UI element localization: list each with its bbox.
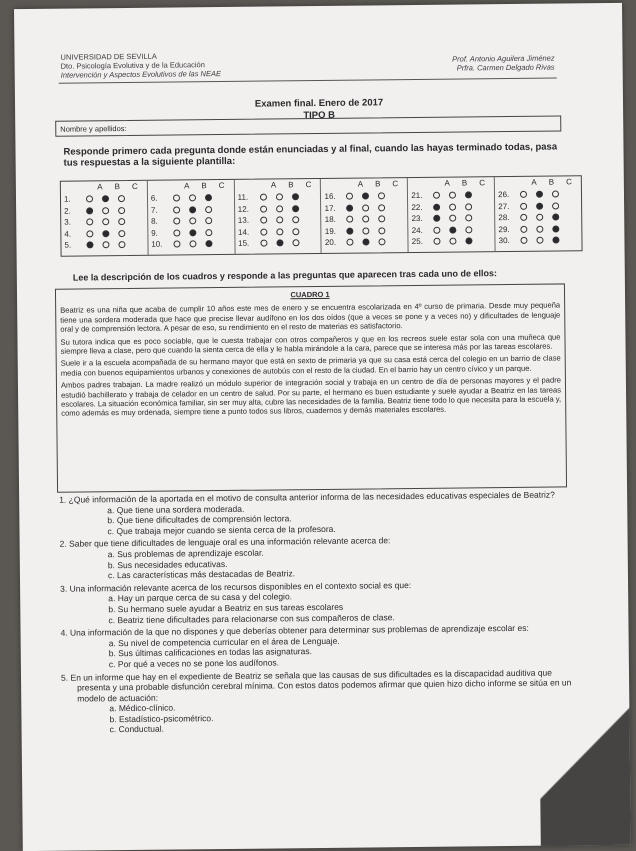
course-name: Intervención y Aspectos Evolutivos de las NEAE xyxy=(60,69,221,80)
answer-bubble[interactable] xyxy=(205,240,212,247)
name-label: Nombre y apellidos: xyxy=(60,124,127,134)
answer-number: 21. xyxy=(411,191,423,201)
answer-bubble[interactable] xyxy=(173,229,180,236)
question-stem: Saber que tiene dificultades de lenguaje oral es una información relevante acerca de: xyxy=(69,535,391,550)
answer-row xyxy=(498,211,578,223)
answer-bubble[interactable] xyxy=(434,238,441,245)
options-header xyxy=(498,177,578,189)
answer-number: 23. xyxy=(411,214,423,224)
answer-bubble[interactable] xyxy=(292,193,299,200)
option-letter: b. xyxy=(108,604,116,615)
answer-bubble[interactable] xyxy=(536,202,543,209)
question-number: 1. xyxy=(59,494,67,505)
question-number: 5. xyxy=(60,672,69,683)
option-letter: c. xyxy=(107,570,115,581)
answer-row xyxy=(64,216,144,228)
answer-bubble[interactable] xyxy=(536,225,543,232)
case-paragraph: Su tutora indica que es poco sociable, que le cuesta trabajar con otros compañeros y que en los recreos suele estar sola con una muñeca que siempre lleva a clase, pero que cuando la sienta cerca de ella y le habla mirándole a la cara, parece que se interesa más por las tareas escolares. xyxy=(60,332,561,356)
option-header-label: C xyxy=(392,179,399,189)
answer-row xyxy=(325,213,405,225)
answer-row xyxy=(151,192,231,204)
answer-bubble[interactable] xyxy=(536,191,543,198)
answer-bubble[interactable] xyxy=(520,214,527,221)
answer-bubble[interactable] xyxy=(553,237,560,244)
answer-bubble[interactable] xyxy=(466,215,473,222)
question-stem: ¿Qué información de la aportada en el motivo de consulta anterior informa de las necesidades educativas especiales de Beatriz? xyxy=(68,489,555,505)
question-2 xyxy=(60,534,576,582)
answer-row xyxy=(412,224,492,236)
answer-number: 16. xyxy=(324,192,336,202)
answer-bubble[interactable] xyxy=(292,216,299,223)
question-number: 3. xyxy=(60,583,68,594)
answer-bubble[interactable] xyxy=(363,227,370,234)
answer-bubble[interactable] xyxy=(189,229,196,236)
answer-number: 27. xyxy=(498,201,510,211)
option-text: Hay un parque cerca de su casa y del colegio. xyxy=(117,591,293,604)
option-letter: b. xyxy=(109,714,117,725)
option-letter: a. xyxy=(108,593,116,604)
answer-bubble[interactable] xyxy=(205,217,212,224)
answer-bubble[interactable] xyxy=(189,206,196,213)
option-header-label: C xyxy=(565,177,572,187)
answer-number: 2. xyxy=(64,206,71,216)
answer-bubble[interactable] xyxy=(292,228,299,235)
options-header xyxy=(237,180,317,192)
answer-bubble[interactable] xyxy=(466,238,473,245)
answer-number: 1. xyxy=(63,194,71,204)
option-text: Por qué a veces no se pone los audífonos. xyxy=(117,657,280,670)
question-stem: En un informe que hay en el expediente de Beatriz se señala que las causas de sus dificultades es la discapacidad auditiva que presenta y una probable disfunción cerebral mínima. Con estos datos podemos afirmar que quien hizo dicho informe se sitúa en un modelo de actuación: xyxy=(70,667,572,704)
answer-number: 3. xyxy=(64,217,71,227)
answer-bubble[interactable] xyxy=(118,207,125,214)
answer-row xyxy=(498,200,578,212)
answer-row xyxy=(64,193,144,205)
answer-row xyxy=(325,225,405,237)
option-letter: c. xyxy=(108,614,116,625)
option-text: Su nivel de competencia curricular en el área de Lenguaje. xyxy=(118,635,340,648)
option-text: Beatriz tiene dificultades para relacionarse con sus compañeros de clase. xyxy=(117,611,395,625)
answer-row xyxy=(238,191,318,203)
answer-bubble[interactable] xyxy=(433,203,440,210)
answer-bubble[interactable] xyxy=(449,192,456,199)
answer-bubble[interactable] xyxy=(434,215,441,222)
answer-bubble[interactable] xyxy=(379,204,386,211)
option-text: Las características más destacadas de Beatriz. xyxy=(116,568,296,581)
options-header xyxy=(64,182,144,194)
option-header-label: B xyxy=(461,178,468,188)
answer-bubble[interactable] xyxy=(205,229,212,236)
university-name: UNIVERSIDAD DE SEVILLA xyxy=(60,51,157,62)
answer-row xyxy=(238,203,318,215)
answer-row xyxy=(325,236,405,248)
answer-bubble[interactable] xyxy=(276,194,283,201)
answer-bubble[interactable] xyxy=(552,225,559,232)
answer-bubble[interactable] xyxy=(363,204,370,211)
answer-number: 24. xyxy=(411,225,423,235)
answer-bubble[interactable] xyxy=(102,230,109,237)
question-stem: Una información relevante acerca de los recursos disponibles en el contexto social es que: xyxy=(69,579,412,594)
answer-bubble[interactable] xyxy=(292,205,299,212)
answer-row xyxy=(238,237,318,249)
question-list xyxy=(59,489,578,737)
answer-bubble[interactable] xyxy=(86,196,93,203)
answer-bubble[interactable] xyxy=(205,194,212,201)
answer-bubble[interactable] xyxy=(205,206,212,213)
department-name: Dto. Psicología Evolutiva y de la Educación xyxy=(60,60,205,71)
answer-bubble[interactable] xyxy=(118,195,125,202)
option-letter: a. xyxy=(109,703,117,714)
answer-bubble[interactable] xyxy=(552,202,559,209)
question-stem: Una información de la que no dispones y que deberías obtener para determinar sus problemas de aprendizaje escolar es: xyxy=(69,622,529,638)
option-header-label: C xyxy=(131,181,138,191)
instructions: Responde primero cada pregunta donde están enunciadas y al final, cuando las hayas terminado todas, pasa tus respuestas a la siguiente plantilla: xyxy=(63,141,558,169)
answer-bubble[interactable] xyxy=(465,192,472,199)
answer-number: 30. xyxy=(498,236,510,246)
answer-row xyxy=(499,234,579,246)
professor-2: Prfra. Carmen Delgado Rivas xyxy=(456,62,555,73)
answer-bubble[interactable] xyxy=(536,214,543,221)
option-text: Sus últimas calificaciones en todas las asignaturas. xyxy=(118,646,312,659)
answer-row xyxy=(411,201,491,213)
answer-bubble[interactable] xyxy=(102,241,109,248)
option-text: Sus problemas de aprendizaje escolar. xyxy=(117,547,264,560)
option-letter: a. xyxy=(108,637,116,648)
answer-row xyxy=(64,204,144,216)
answer-row xyxy=(411,212,491,224)
question-3 xyxy=(60,578,576,626)
option-text: Estadístico-psicométrico. xyxy=(118,713,214,724)
answer-bubble[interactable] xyxy=(276,217,283,224)
answer-number: 12. xyxy=(237,204,249,214)
answer-bubble[interactable] xyxy=(465,203,472,210)
answer-bubble[interactable] xyxy=(173,241,180,248)
answer-column xyxy=(408,177,496,252)
option-header-label: A xyxy=(357,179,364,189)
answer-bubble[interactable] xyxy=(347,239,354,246)
option-header-label: A xyxy=(444,178,450,188)
answer-number: 8. xyxy=(151,216,158,227)
case-instruction: Lee la descripción de los cuadros y responde a las preguntas que aparecen tras cada uno de ellos: xyxy=(72,268,498,283)
answer-number: 22. xyxy=(411,202,423,212)
answer-number: 10. xyxy=(151,239,163,250)
answer-row xyxy=(64,239,144,251)
question-4 xyxy=(60,622,576,670)
answer-bubble[interactable] xyxy=(347,204,354,211)
answer-bubble[interactable] xyxy=(520,203,527,210)
answer-bubble[interactable] xyxy=(118,218,125,225)
case-paragraph: Beatriz es una niña que acaba de cumplir 10 años este mes de enero y se encuentra escolarizada en 4º curso de primaria. Desde muy pequeña tiene una sordera moderada que hace que precise llevar audífono en los dos oídos (que a veces se pone y a veces no) y dificultades de lenguaje oral y de comprensión lectora. A pesar de eso, su rendimiento en el resto de materias es satisfactorio. xyxy=(60,300,561,334)
answer-bubble[interactable] xyxy=(378,193,385,200)
answer-column xyxy=(234,179,322,254)
answer-bubble[interactable] xyxy=(102,218,109,225)
option-letter: c. xyxy=(108,659,116,670)
answer-row xyxy=(411,189,491,201)
answer-bubble[interactable] xyxy=(346,193,353,200)
answer-bubble[interactable] xyxy=(173,206,180,213)
answer-row xyxy=(412,235,492,247)
option-letter: b. xyxy=(107,559,115,570)
option-text: Médico-clínico. xyxy=(118,702,176,714)
answer-number: 26. xyxy=(498,190,510,200)
answer-number: 14. xyxy=(237,227,250,237)
question-5 xyxy=(61,667,578,736)
answer-row xyxy=(324,190,404,202)
answer-row xyxy=(498,188,578,200)
option-letter: c. xyxy=(109,724,117,735)
answer-bubble[interactable] xyxy=(260,194,267,201)
answer-row xyxy=(238,226,318,238)
answer-bubble[interactable] xyxy=(363,216,370,223)
answer-column xyxy=(321,178,409,253)
answer-bubble[interactable] xyxy=(521,237,528,244)
answer-bubble[interactable] xyxy=(189,218,196,225)
option-text: Que trabaja mejor cuando se sienta cerca de la profesora. xyxy=(116,523,336,536)
option-header-label: C xyxy=(479,178,486,188)
answer-bubble[interactable] xyxy=(363,239,370,246)
answer-bubble[interactable] xyxy=(552,214,559,221)
answer-bubble[interactable] xyxy=(347,216,354,223)
answer-bubble[interactable] xyxy=(260,217,267,224)
answer-bubble[interactable] xyxy=(102,207,109,214)
answer-bubble[interactable] xyxy=(189,241,196,248)
header-institution xyxy=(60,51,220,80)
question-1 xyxy=(59,489,575,537)
answer-row xyxy=(151,226,231,238)
option-letter: a. xyxy=(107,549,115,560)
answer-bubble[interactable] xyxy=(450,226,457,233)
exam-type: TIPO B xyxy=(303,109,336,122)
answer-bubble[interactable] xyxy=(173,218,180,225)
option-letter: b. xyxy=(108,648,116,659)
answer-number: 9. xyxy=(151,228,158,238)
answer-number: 19. xyxy=(324,226,337,236)
answer-bubble[interactable] xyxy=(118,230,125,237)
case-box xyxy=(55,283,567,492)
question-number: 2. xyxy=(59,539,67,550)
option-text: Su hermano suele ayudar a Beatriz en sus tareas escolares xyxy=(117,601,344,615)
option-header-label: A xyxy=(531,177,537,187)
answer-column xyxy=(495,176,582,251)
answer-bubble[interactable] xyxy=(379,227,386,234)
answer-bubble[interactable] xyxy=(466,226,473,233)
answer-bubble[interactable] xyxy=(520,226,527,233)
answer-bubble[interactable] xyxy=(537,237,544,244)
answer-bubble[interactable] xyxy=(276,205,283,212)
answer-number: 18. xyxy=(324,215,336,225)
options-header xyxy=(411,178,491,190)
answer-bubble[interactable] xyxy=(118,241,125,248)
answer-bubble[interactable] xyxy=(347,227,354,234)
answer-bubble[interactable] xyxy=(260,240,267,247)
answer-row xyxy=(64,227,144,239)
professor-1: Prof. Antonio Aguilera Jiménez xyxy=(452,53,555,64)
option-header-label: B xyxy=(375,179,381,189)
answer-bubble[interactable] xyxy=(86,207,93,214)
answer-number: 11. xyxy=(237,192,249,203)
answer-bubble[interactable] xyxy=(173,195,180,202)
option-header-label: A xyxy=(97,182,103,192)
option-header-label: B xyxy=(288,180,294,190)
answer-number: 6. xyxy=(150,193,158,204)
answer-bubble[interactable] xyxy=(86,242,93,249)
answer-bubble[interactable] xyxy=(86,230,93,237)
option-text: Que tiene una sordera moderada. xyxy=(116,503,245,515)
header-professors xyxy=(452,54,555,73)
answer-bubble[interactable] xyxy=(449,203,456,210)
option-letter: c. xyxy=(107,525,115,537)
answer-bubble[interactable] xyxy=(292,239,299,246)
answer-number: 20. xyxy=(324,238,337,248)
answer-bubble[interactable] xyxy=(552,191,559,198)
answer-sheet xyxy=(60,175,583,256)
answer-number: 28. xyxy=(498,213,510,223)
option-header-label: B xyxy=(114,182,120,192)
answer-bubble[interactable] xyxy=(189,195,196,202)
options-header xyxy=(151,181,231,193)
answer-bubble[interactable] xyxy=(379,239,386,246)
answer-bubble[interactable] xyxy=(276,228,283,235)
option-header-label: B xyxy=(201,181,207,191)
answer-row xyxy=(151,203,231,215)
exam-title: Examen final. Enero de 2017 xyxy=(254,97,384,110)
answer-number: 25. xyxy=(411,237,423,247)
answer-bubble[interactable] xyxy=(276,240,283,247)
answer-bubble[interactable] xyxy=(379,216,386,223)
option-header-label: C xyxy=(305,180,312,190)
option-text: Sus necesidades educativas. xyxy=(117,558,228,570)
answer-bubble[interactable] xyxy=(102,195,109,202)
option-header-label: C xyxy=(218,180,225,191)
answer-number: 7. xyxy=(150,205,158,215)
answer-bubble[interactable] xyxy=(260,228,267,235)
option-header-label: A xyxy=(184,181,190,191)
options-header xyxy=(324,179,404,191)
answer-number: 5. xyxy=(64,240,72,250)
answer-number: 17. xyxy=(324,203,336,213)
option-letter: b. xyxy=(107,515,115,526)
exam-paper xyxy=(14,3,631,851)
answer-number: 15. xyxy=(238,238,250,249)
case-paragraph: Ambos padres trabajan. La madre realizó un módulo superior de integración social y trabaja en un centro de día de personas mayores y el padre estudió bachillerato y trabaja de celador en un centro de salud. Por su parte, el hermano es buen estudiante y suele ayudar a Beatriz en las tareas escolares. La situación económica familiar, sin ser muy alta, cubre las necesidades de la familia. Beatriz tiene todo lo que necesita para la escuela y, como además es muy ordenada, siempre tiene a punto todos sus libros, cuadernos y demás materiales escolares. xyxy=(60,375,562,419)
option-text: Conductual. xyxy=(118,724,164,735)
answer-number: 29. xyxy=(498,224,510,234)
option-letter: a. xyxy=(107,504,115,515)
answer-bubble[interactable] xyxy=(450,238,457,245)
answer-bubble[interactable] xyxy=(520,191,527,198)
answer-bubble[interactable] xyxy=(86,219,93,226)
answer-number: 4. xyxy=(64,229,72,239)
answer-column xyxy=(61,181,149,256)
answer-row xyxy=(325,202,405,214)
answer-row xyxy=(238,214,318,226)
option-header-label: B xyxy=(548,177,555,187)
option-header-label: A xyxy=(270,180,277,190)
answer-bubble[interactable] xyxy=(434,226,441,233)
answer-row xyxy=(151,238,231,250)
case-paragraph: Suele ir a la escuela acompañada de su hermano mayor que está en sexto de primaria ya que su casa está cerca del colegio en un barrio de clase media con buenos equipamientos urbanos y conexiones de autobús con el resto de la ciudad. En el barrio hay un centro cívico y un parque. xyxy=(60,353,561,378)
option-text: Que tiene dificultades de comprensión lectora. xyxy=(116,513,292,526)
question-number: 4. xyxy=(60,627,68,638)
answer-bubble[interactable] xyxy=(260,205,267,212)
answer-bubble[interactable] xyxy=(362,193,369,200)
answer-bubble[interactable] xyxy=(433,192,440,199)
answer-row xyxy=(498,223,578,235)
page-shadow xyxy=(539,705,630,846)
case-title: CUADRO 1 xyxy=(290,289,330,300)
answer-number: 13. xyxy=(237,215,250,226)
answer-row xyxy=(151,215,231,227)
answer-column xyxy=(148,180,236,255)
answer-bubble[interactable] xyxy=(450,215,457,222)
